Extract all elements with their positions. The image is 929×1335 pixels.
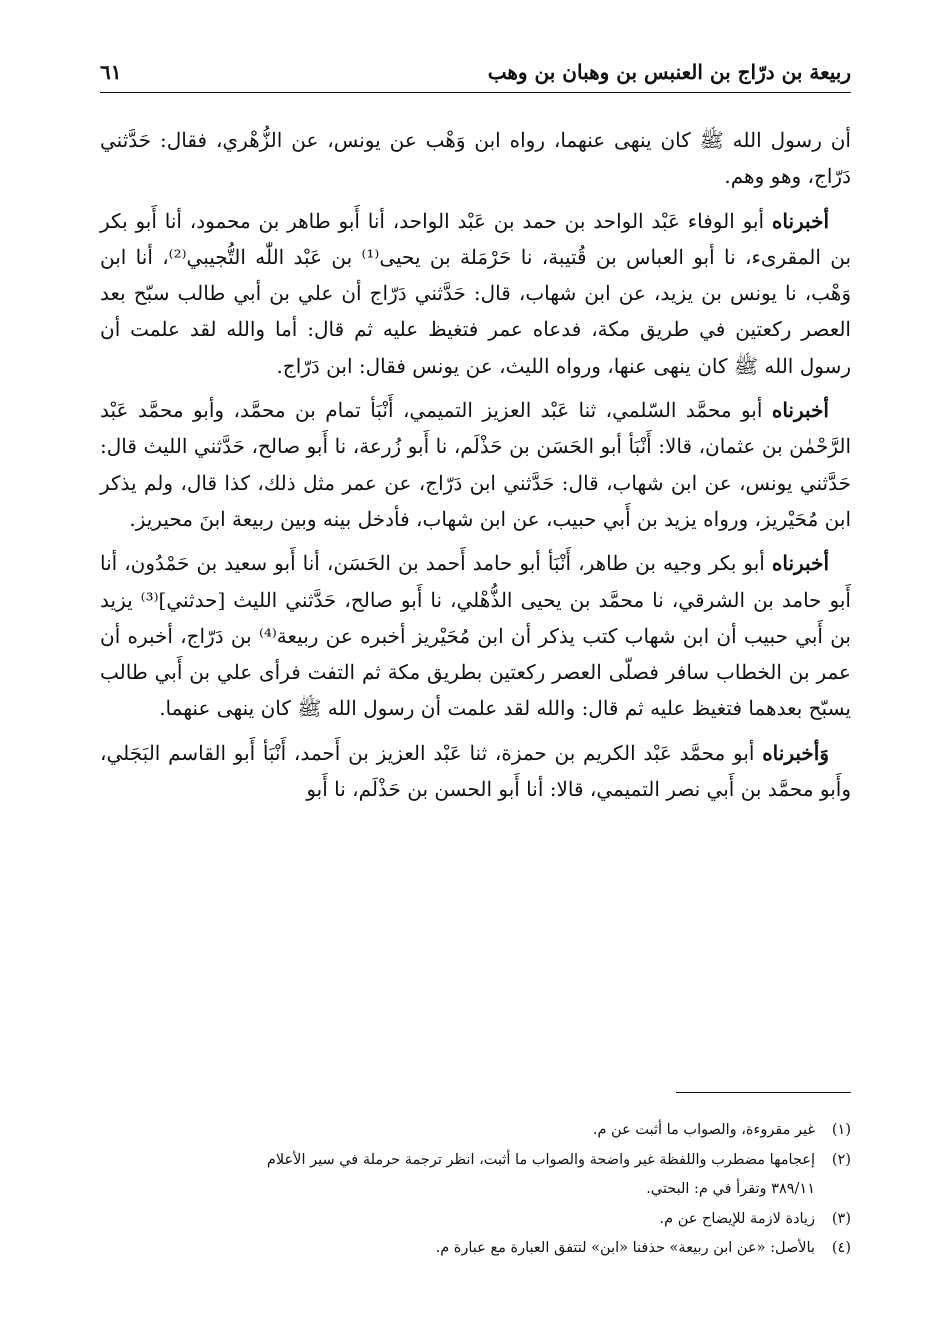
footnote-text: زيادة لازمة للإيضاح عن م. <box>659 1210 815 1227</box>
paragraph-text: أبو محمَّد عَبْد الكريم بن حمزة، ثنا عَبْد العزيز بن أَحمد، أَنْبَأ أَبو القاسم البَجَلي، وأَبو محمَّد بن أَبي نصر التميمي، قالا: أنا أَبو الحسن بن حَذْلَم، نا أَبو <box>100 740 851 802</box>
footnote <box>100 1146 851 1205</box>
paragraph <box>100 735 851 808</box>
footnote <box>100 1116 851 1146</box>
footnote-number: (٢) <box>831 1151 851 1168</box>
body-text <box>100 122 851 815</box>
paragraph <box>100 392 851 537</box>
paragraph <box>100 203 851 384</box>
footnote-text: إعجامها مضطرب واللفظة غير واضحة والصواب ما أثبت، انظر ترجمة حرملة في سير الأعلام ٣٨٩/١١ وتقرأ في م: البحتي. <box>266 1151 815 1197</box>
page-header <box>100 58 851 93</box>
footnotes <box>100 1116 851 1264</box>
footnote-separator <box>676 1092 851 1093</box>
paragraph <box>100 545 851 726</box>
paragraph-lead-word: أخبرناه <box>771 208 830 233</box>
footnote <box>100 1205 851 1235</box>
footnote-text: غير مقروءة، والصواب ما أثبت عن م. <box>592 1122 815 1138</box>
paragraph-lead-word: أخبرناه <box>771 551 830 576</box>
footnote <box>100 1234 851 1264</box>
paragraph-text: أبو الوفاء عَبْد الواحد بن حمد بن عَبْد الواحد، أنا أَبو طاهر بن محمود، أنا أَبو بكر بن المقرىء، نا أبو العباس بن قُتيبة، نا حَرْمَلة بن يحيى⁽¹⁾ بن عَبْد اللّٰه التُّجيبي⁽²⁾، أنا ابن وَهْب، نا يونس بن يزيد، عن ابن شهاب، قال: حَدَّثني دَرّاج أن علي بن أبي طالب سبّح بعد العصر ركعتين في طريق مكة، فدعاه عمر فتغيظ عليه ثم قال: أما والله لقد علمت أن رسول الله ﷺ كان ينهى عنها، ورواه الليث، عن يونس فقال: ابن دَرّاج. <box>100 208 852 378</box>
paragraph-lead-word: وَأخبرناه <box>762 740 829 765</box>
paragraph <box>100 122 851 195</box>
paragraph-text: أبو محمَّد السّلمي، ثنا عَبْد العزيز التميمي، أَنْبَأ تمام بن محمَّد، وأبو محمَّد عَبْد الرَّحْمٰن بن عثمان، قالا: أَنْبَأ أبو الحَسَن بن حَذْلَم، نا أَبو زُرعة، نا أَبو صالح، حَدَّثني الليث قال: حَدَّثني يونس، عن ابن شهاب، قال: حَدَّثني ابن دَرّاج، عن عمر مثل ذلك، كذا قال، ولم يذكر ابن مُحَيْريز، ورواه يزيد بن أَبي حبيب، عن ابن شهاب، فأدخل بينه وبين ربيعة ابنَ محيريز. <box>100 398 851 531</box>
running-title: ربيعة بن درّاج بن العنبس بن وهبان بن وهب <box>487 60 851 84</box>
paragraph-text: أن رسول الله ﷺ كان ينهى عنهما، رواه ابن وَهْب عن يونس، عن الزُّهْري، فقال: حَدَّثني دَرّاج، وهو وهم. <box>100 128 851 189</box>
page-number: ٦١ <box>100 60 122 84</box>
footnote-text: بالأصل: «عن ابن ربيعة» حذفنا «ابن» لتتفق العبارة مع عبارة م. <box>435 1240 815 1256</box>
footnote-number: (٣) <box>831 1210 851 1227</box>
footnote-number: (٤) <box>831 1240 851 1256</box>
paragraph-text: أبو بكر وجيه بن طاهر، أَنْبَأ أبو حامد أَحمد بن الحَسَن، أنا أَبو سعيد بن حَمْدُون، أنا أَبو حامد بن الشرقي، نا محمَّد بن يحيى الذُّهْلي، نا أَبو صالح، حَدَّثني الليث [حدثني]⁽³⁾ يزيد بن أَبي حبيب أن ابن شهاب كتب يذكر أن ابن مُحَيْريز أخبره عن ربيعة⁽⁴⁾ بن دَرّاج، أخبره أن عمر بن الخطاب سافر فصلّى العصر ركعتين بطريق مكة ثم التفت فرأى علي بن أَبي طالب يسبّح بعدهما فتغيظ عليه ثم قال: والله لقد علمت أن رسول الله ﷺ كان ينهى عنهما. <box>100 551 851 721</box>
footnote-number: (١) <box>831 1122 851 1138</box>
paragraph-lead-word: أخبرناه <box>771 398 829 423</box>
